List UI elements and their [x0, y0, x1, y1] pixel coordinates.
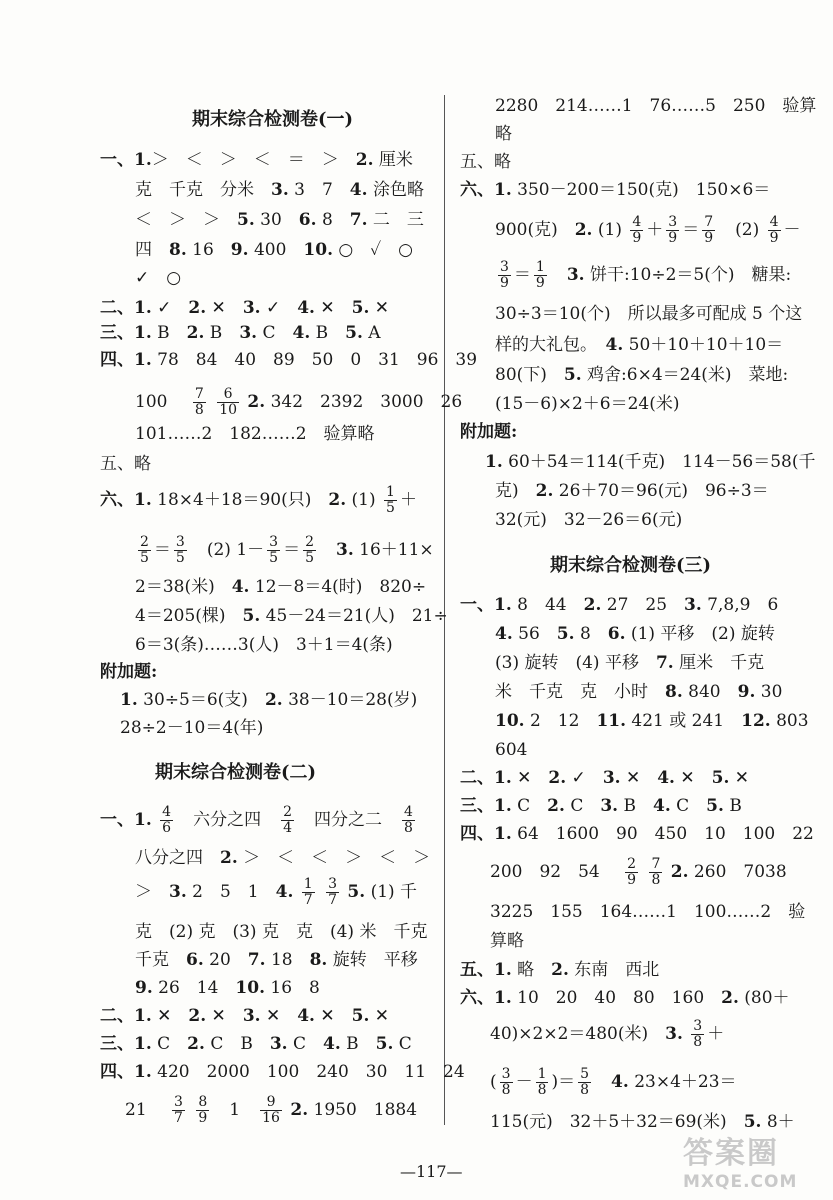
- fraction: $\frac{1}{5}$: [386, 484, 395, 516]
- answer-line: 五、1. 略 2. 东南 西北: [460, 960, 660, 980]
- answer-line: 4. 56 5. 8 6. (1) 平移 (2) 旋转: [495, 624, 775, 644]
- answer-line: 一、1. 8 44 2. 27 25 3. 7,8,9 6: [460, 595, 779, 615]
- answer-line: 2280 214……1 76……5 250 验算: [495, 96, 817, 116]
- answer-line: ✓ ○: [135, 268, 182, 288]
- answer-line: 200 92 54 $\frac{2}{9}$ $\frac{7}{8}$ 2. 260 7038: [490, 856, 787, 888]
- fraction: $\frac{2}{5}$: [140, 534, 149, 566]
- fraction: $\frac{4}{9}$: [632, 214, 642, 246]
- answer-line: 40)×2×2＝480(米) 3. $\frac{3}{8}$ ＋: [490, 1018, 725, 1050]
- answer-line: 80(下) 5. 鸡舍:6×4＝24(米) 菜地:: [495, 365, 789, 385]
- fraction: $\frac{4}{8}$: [404, 804, 413, 836]
- answer-line: (3) 旋转 (4) 平移 7. 厘米 千克: [495, 653, 765, 673]
- fraction: $\frac{3}{9}$: [500, 259, 509, 291]
- answer-line: 四、1. 64 1600 90 450 10 100 22: [460, 824, 814, 844]
- answer-line: 五、略: [100, 454, 151, 474]
- fraction: $\frac{6}{10}$: [219, 386, 238, 418]
- fraction: $\frac{4}{6}$: [162, 804, 172, 836]
- fraction: $\frac{3}{5}$: [175, 534, 185, 566]
- answer-line: $\frac{3}{9}$ ＝ $\frac{1}{9}$ 3. 饼干:10÷2＝5(个) 糖果:: [500, 259, 792, 291]
- answer-line: 克 千克 分米 3. 3 7 4. 涂色略: [135, 180, 424, 200]
- answer-line: 算略: [490, 931, 524, 951]
- fraction: $\frac{3}{5}$: [269, 534, 279, 566]
- fraction: $\frac{5}{8}$: [580, 1066, 590, 1098]
- answer-line: 六、1. 18×4＋18＝90(只) 2. (1) $\frac{1}{5}$ ＋: [100, 484, 417, 516]
- answer-line: 21 $\frac{3}{7}$ $\frac{8}{9}$ 1 $\frac{9}{16}$ 2. 1950 1884: [125, 1094, 418, 1126]
- answer-line: 四、1. 78 84 40 89 50 0 31 96 39: [100, 350, 478, 370]
- answer-line: 4＝205(棵) 5. 45－24＝21(人) 21÷: [135, 606, 448, 626]
- answer-line: 6＝3(条)……3(人) 3＋1＝4(条): [135, 635, 393, 655]
- answer-line: 三、1. B 2. B 3. C 4. B 5. A: [100, 323, 381, 343]
- fraction: $\frac{1}{8}$: [537, 1066, 547, 1098]
- answer-line: 千克 6. 20 7. 18 8. 旋转 平移: [135, 950, 418, 970]
- answer-line: (15－6)×2＋6＝24(米): [495, 394, 680, 414]
- answer-line: 604: [495, 740, 528, 760]
- answer-line: 1. 60＋54＝114(千克) 114－56＝58(千: [485, 452, 816, 472]
- answer-line: $\frac{2}{5}$ ＝ $\frac{3}{5}$ (2) 1－ $\frac{3}{5}$ ＝ $\frac{2}{5}$ 3. 16＋11×: [140, 534, 434, 566]
- answer-line: 六、1. 350－200＝150(克) 150×6＝: [460, 180, 771, 200]
- fraction: $\frac{1}{9}$: [535, 259, 545, 291]
- answer-line: 9. 26 14 10. 16 8: [135, 978, 320, 998]
- answer-line: ＜ ＞ ＞ 5. 30 6. 8 7. 二 三: [135, 210, 424, 230]
- answer-line: 五、略: [460, 152, 511, 172]
- fraction: $\frac{3}{7}$: [328, 876, 338, 908]
- section-title-1: 期末综合检测卷(一): [192, 109, 354, 130]
- answer-line: 二、1. ✕ 2. ✓ 3. ✕ 4. ✕ 5. ✕: [460, 768, 750, 788]
- fraction: $\frac{7}{8}$: [651, 856, 661, 888]
- answer-line: ( $\frac{3}{8}$ － $\frac{1}{8}$ )＝ $\frac{5}{8}$ 4. 23×4＋23＝: [490, 1066, 737, 1098]
- answer-line: ＞ 3. 2 5 1 4. $\frac{1}{7}$ $\frac{3}{7}$ 5. (1) 千: [135, 876, 418, 908]
- fraction: $\frac{3}{7}$: [174, 1094, 183, 1126]
- fraction: $\frac{7}{8}$: [194, 386, 204, 418]
- answer-line: 样的大礼包。 4. 50＋10＋10＋10＝: [495, 335, 784, 355]
- section-heading: 附加题:: [460, 422, 518, 442]
- site-watermark: [683, 1128, 813, 1192]
- answer-line: 克) 2. 26＋70＝96(元) 96÷3＝: [495, 481, 769, 501]
- answer-line: 二、1. ✕ 2. ✕ 3. ✕ 4. ✕ 5. ✕: [100, 1006, 390, 1026]
- answer-line: 一、1.＞ ＜ ＞ ＜ ＝ ＞ 2. 厘米: [100, 150, 413, 170]
- fraction: $\frac{4}{9}$: [769, 214, 779, 246]
- fraction: $\frac{3}{9}$: [668, 214, 678, 246]
- fraction: $\frac{3}{8}$: [693, 1018, 703, 1050]
- answer-line: 米 千克 克 小时 8. 840 9. 30: [495, 682, 783, 702]
- watermark-logo-text: 答案圈: [683, 1136, 779, 1171]
- answer-line: 四 8. 16 9. 400 10. ○ ✓ ○: [135, 240, 414, 260]
- fraction: $\frac{2}{5}$: [305, 534, 314, 566]
- answer-line: 克 (2) 克 (3) 克 克 (4) 米 千克: [135, 922, 428, 942]
- answer-line: 2＝38(米) 4. 12－8＝4(时) 820÷: [135, 577, 427, 597]
- answer-line: 略: [495, 124, 512, 144]
- section-title-2: 期末综合检测卷(二): [155, 762, 317, 783]
- answer-line: 900(克) 2. (1) $\frac{4}{9}$ ＋ $\frac{3}{9}$ ＝ $\frac{7}{9}$ (2) $\frac{4}{9}$ －: [495, 214, 801, 246]
- section-title-3: 期末综合检测卷(三): [550, 555, 712, 576]
- answer-line: 115(元) 32＋5＋32＝69(米) 5. 8＋: [490, 1112, 795, 1132]
- answer-line: 3225 155 164……1 100……2 验: [490, 902, 806, 922]
- answer-line: 30÷3＝10(个) 所以最多可配成 5 个这: [495, 304, 803, 324]
- answer-line: 101……2 182……2 验算略: [135, 424, 375, 444]
- answer-line: 六、1. 10 20 40 80 160 2. (80＋: [460, 988, 790, 1008]
- answer-line: 1. 30÷5＝6(支) 2. 38－10＝28(岁): [120, 690, 418, 710]
- watermark-url: MXQE.COM: [683, 1172, 798, 1192]
- answer-line: 三、1. C 2. C 3. B 4. C 5. B: [460, 796, 742, 816]
- answer-line: 10. 2 12 11. 421 或 241 12. 803: [495, 711, 809, 731]
- answer-line: 32(元) 32－26＝6(元): [495, 510, 683, 530]
- fraction: $\frac{1}{7}$: [303, 876, 313, 908]
- fraction: $\frac{2}{9}$: [627, 856, 637, 888]
- fraction: $\frac{2}{4}$: [283, 804, 292, 836]
- answer-line: 28÷2－10＝4(年): [120, 718, 264, 738]
- answer-line: 二、1. ✓ 2. ✕ 3. ✓ 4. ✕ 5. ✕: [100, 298, 390, 318]
- fraction: $\frac{3}{8}$: [501, 1066, 511, 1098]
- answer-line: 四、1. 420 2000 100 240 30 11 24: [100, 1062, 465, 1082]
- fraction: $\frac{7}{9}$: [704, 214, 714, 246]
- answer-line: 100 $\frac{7}{8}$ $\frac{6}{10}$ 2. 342 2392 3000 26: [135, 386, 463, 418]
- answer-line: 八分之四 2. ＞ ＜ ＜ ＞ ＜ ＞: [135, 848, 431, 868]
- answer-line: 三、1. C 2. C B 3. C 4. B 5. C: [100, 1034, 412, 1054]
- section-heading: 附加题:: [100, 662, 158, 682]
- fraction: $\frac{9}{16}$: [262, 1094, 280, 1126]
- page-number: —117—: [400, 1162, 463, 1181]
- fraction: $\frac{8}{9}$: [198, 1094, 208, 1126]
- answer-line: 一、1. $\frac{4}{6}$ 六分之四 $\frac{2}{4}$ 四分之二 $\frac{4}{8}$: [100, 804, 413, 836]
